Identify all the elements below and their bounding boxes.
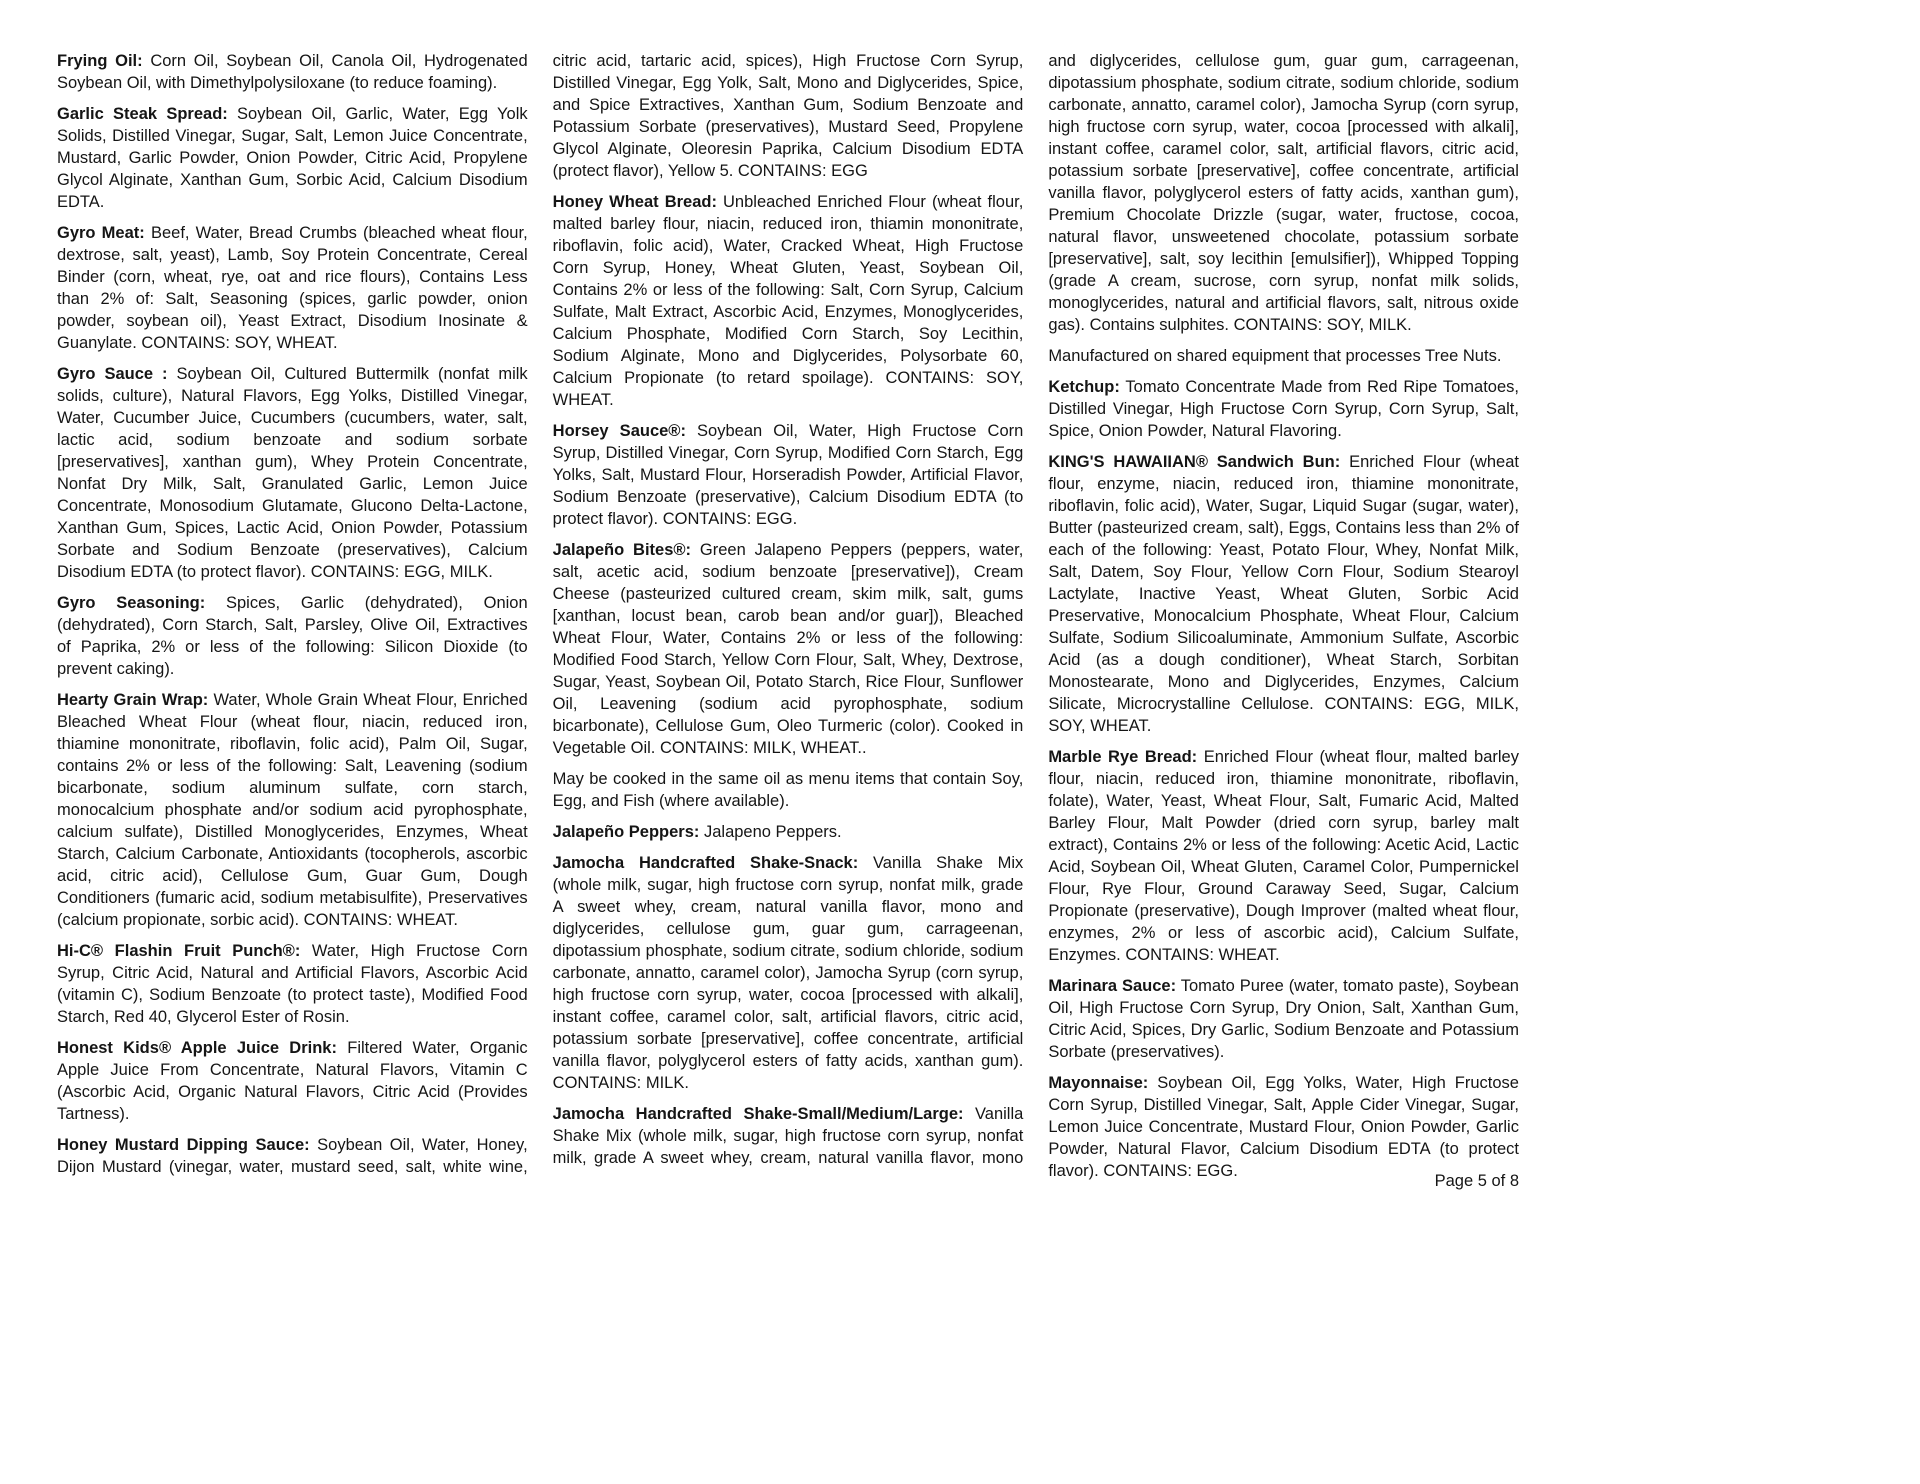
ingredient-name: Jalapeño Peppers: — [552, 823, 700, 841]
ingredient-text: Soybean Oil, Cultured Buttermilk (nonfat milk solids, culture), Natural Flavors, Egg Yolks, Distilled Vinegar, Water, Cucumber Juice, Cucumbers (cucumbers, water, salt, lactic acid, sodium benzoate and sodium sorbate [preservatives], xanthan gum), Whey Protein Concentrate, Nonfat Dry Milk, Salt, Granulated Garlic, Lemon Juice Concentrate, Monosodium Glutamate, Glucono Delta-Lactone, Xanthan Gum, Spices, Lactic Acid, Onion Powder, Potassium Sorbate and Sodium Benzoate (preservatives), Calcium Disodium EDTA (to protect flavor). CONTAINS: EGG, MILK. — [57, 365, 528, 581]
ingredient-name: Ketchup: — [1048, 378, 1120, 396]
ingredient-text: Enriched Flour (wheat flour, malted barley flour, niacin, reduced iron, thiamine mononitrate, riboflavin, folate), Water, Yeast, Wheat Flour, Salt, Fumaric Acid, Malted Barley Flour, Malt Powder (dried corn syrup, barley malt extract), Contains 2% or less of the following: Acetic Acid, Lactic Acid, Soybean Oil, Wheat Gluten, Caramel Color, Pumpernickel Flour, Rye Flour, Ground Caraway Seed, Sugar, Calcium Propionate (preservative), Dough Improver (malted wheat flour, enzymes, 2% or less of ascorbic acid), Calcium Sulfate, Enzymes. CONTAINS: WHEAT. — [1048, 748, 1519, 964]
ingredient-text: Vanilla Shake Mix (whole milk, sugar, high fructose corn syrup, nonfat milk, grade A sweet whey, cream, natural vanilla flavor, mono and diglycerides, cellulose gum, guar gum, carrageenan, dipotassium phosphate, sodium citrate, sodium chloride, sodium carbonate, annatto, caramel color), Jamocha Syrup (corn syrup, high fructose corn syrup, water, cocoa [processed with alkali], instant coffee, caramel color, salt, artificial flavors, citric acid, potassium sorbate [preservative], coffee concentrate, artificial vanilla flavor, polyglycerol esters of fatty acids, xanthan gum), Premium Chocolate Drizzle (sugar, water, fructose, cocoa, natural flavor, unsweetened chocolate, potassium sorbate [preservative], salt, soy lecithin [emulsifier]), Whipped Topping (grade A cream, sucrose, corn syrup, nonfat milk solids, monoglycerides, natural and artificial flavors, salt, nitrous oxide gas). Contains sulphites. CONTAINS: SOY, MILK. — [552, 52, 1519, 1167]
ingredient-text: Manufactured on shared equipment that processes Tree Nuts. — [1048, 347, 1502, 365]
ingredient-name: Frying Oil: — [57, 52, 143, 70]
ingredient-entry — [57, 222, 528, 354]
page-number: Page 5 of 8 — [1434, 1172, 1519, 1190]
ingredient-name: Horsey Sauce®: — [552, 422, 686, 440]
ingredient-entry — [553, 191, 1024, 411]
ingredient-entry — [57, 103, 528, 213]
ingredient-text: Green Jalapeno Peppers (peppers, water, salt, acetic acid, sodium benzoate [preservative]), Cream Cheese (pasteurized cultured cream, skim milk, salt, gums [xanthan, locust bean, carob bean and/or guar]), Bleached Wheat Flour, Water, Contains 2% or less of the following: Modified Food Starch, Yellow Corn Flour, Salt, Whey, Dextrose, Sugar, Yeast, Soybean Oil, Potato Starch, Rice Flour, Sunflower Oil, Leavening (sodium acid pyrophosphate, sodium bicarbonate), Cellulose Gum, Oleo Turmeric (color). Cooked in Vegetable Oil. CONTAINS: MILK, WHEAT.. — [552, 541, 1024, 757]
ingredient-entry — [553, 821, 1024, 843]
ingredient-name: Hi-C® Flashin Fruit Punch®: — [57, 942, 301, 960]
ingredient-name: Jalapeño Bites®: — [552, 541, 692, 559]
ingredient-text: Water, High Fructose Corn Syrup, Citric Acid, Natural and Artificial Flavors, Ascorbic Acid (vitamin C), Sodium Benzoate (to protect taste), Modified Food Starch, Red 40, Glycerol Ester of Rosin. — [57, 942, 528, 1026]
ingredient-entry — [553, 539, 1024, 759]
ingredient-name: Gyro Meat: — [57, 224, 145, 242]
ingredient-name: Honest Kids® Apple Juice Drink: — [57, 1039, 337, 1057]
ingredient-name: Gyro Seasoning: — [57, 594, 206, 612]
ingredient-name: Honey Mustard Dipping Sauce: — [57, 1136, 310, 1154]
ingredient-text: Soybean Oil, Garlic, Water, Egg Yolk Solids, Distilled Vinegar, Sugar, Salt, Lemon Juice Concentrate, Mustard, Garlic Powder, Onion Powder, Citric Acid, Propylene Glycol Alginate, Xanthan Gum, Sorbic Acid, Calcium Disodium EDTA. — [57, 105, 528, 211]
ingredient-entry — [57, 592, 528, 680]
ingredient-text: Jalapeno Peppers. — [703, 823, 842, 841]
ingredient-text: Unbleached Enriched Flour (wheat flour, malted barley flour, niacin, reduced iron, thiamin mononitrate, riboflavin, folic acid), Water, Cracked Wheat, High Fructose Corn Syrup, Honey, Wheat Gluten, Yeast, Soybean Oil, Contains 2% or less of the following: Salt, Corn Syrup, Calcium Sulfate, Malt Extract, Ascorbic Acid, Enzymes, Monoglycerides, Calcium Phosphate, Modified Corn Starch, Soy Lecithin, Sodium Alginate, Mono and Diglycerides, Polysorbate 60, Calcium Propionate (to retard spoilage). CONTAINS: SOY, WHEAT. — [552, 193, 1024, 409]
ingredient-name: Honey Wheat Bread: — [552, 193, 717, 211]
ingredient-text: Water, Whole Grain Wheat Flour, Enriched Bleached Wheat Flour (wheat flour, niacin, reduced iron, thiamine mononitrate, riboflavin, folic acid), Palm Oil, Sugar, contains 2% or less of the following: Salt, Leavening (sodium bicarbonate, sodium aluminum sulfate, corn starch, monocalcium phosphate and/or sodium acid pyrophosphate, calcium sulfate), Distilled Monoglycerides, Enzymes, Wheat Starch, Calcium Carbonate, Antioxidants (tocopherols, ascorbic acid, citric acid), Cellulose Gum, Guar Gum, Dough Conditioners (fumaric acid, sodium metabisulfite), Preservatives (calcium propionate, sorbic acid). CONTAINS: WHEAT. — [57, 691, 528, 929]
ingredient-entry — [553, 852, 1024, 1094]
ingredient-name: Garlic Steak Spread: — [57, 105, 228, 123]
ingredient-name: KING'S HAWAIIAN® Sandwich Bun: — [1048, 453, 1341, 471]
ingredients-list — [57, 50, 1519, 1182]
ingredient-entry — [57, 940, 528, 1028]
ingredient-entry — [57, 363, 528, 583]
ingredient-entry — [1048, 451, 1519, 737]
ingredient-entry — [553, 420, 1024, 530]
ingredient-text: Spices, Garlic (dehydrated), Onion (dehydrated), Corn Starch, Salt, Parsley, Olive Oil, Extractives of Paprika, 2% or less of the following: Silicon Dioxide (to prevent caking). — [57, 594, 528, 678]
ingredient-text: Soybean Oil, Water, High Fructose Corn Syrup, Distilled Vinegar, Corn Syrup, Modified Corn Starch, Egg Yolks, Salt, Mustard Flour, Horseradish Powder, Artificial Flavor, Sodium Benzoate (preservative), Calcium Disodium EDTA (to protect flavor). CONTAINS: EGG. — [552, 422, 1024, 528]
ingredient-entry — [57, 689, 528, 931]
ingredient-entry — [1048, 975, 1519, 1063]
ingredient-entry — [57, 1037, 528, 1125]
ingredient-entry — [1048, 376, 1519, 442]
ingredient-name: Marinara Sauce: — [1048, 977, 1177, 995]
ingredient-text: Corn Oil, Soybean Oil, Canola Oil, Hydrogenated Soybean Oil, with Dimethylpolysiloxane (to reduce foaming). — [57, 52, 528, 92]
ingredient-name: Mayonnaise: — [1048, 1074, 1149, 1092]
ingredient-name: Jamocha Handcrafted Shake-Snack: — [552, 854, 859, 872]
ingredient-name: Gyro Sauce : — [57, 365, 168, 383]
ingredient-entry — [1048, 746, 1519, 966]
ingredient-name: Hearty Grain Wrap: — [57, 691, 209, 709]
ingredient-text: Soybean Oil, Egg Yolks, Water, High Fructose Corn Syrup, Distilled Vinegar, Salt, Apple Cider Vinegar, Sugar, Lemon Juice Concentrate, Mustard Flour, Onion Powder, Garlic Powder, Natural Flavor, Calcium Disodium EDTA (to protect flavor). CONTAINS: EGG. — [1048, 1074, 1519, 1180]
ingredient-entry — [57, 50, 528, 94]
ingredient-name: Jamocha Handcrafted Shake-Small/Medium/Large: — [552, 1105, 964, 1123]
allergen-note — [1048, 345, 1519, 367]
ingredient-entry — [1048, 1072, 1519, 1182]
ingredient-text: Beef, Water, Bread Crumbs (bleached wheat flour, dextrose, salt, yeast), Lamb, Soy Protein Concentrate, Cereal Binder (corn, wheat, rye, oat and rice flours), Contains Less than 2% of: Salt, Seasoning (spices, garlic powder, onion powder, soybean oil), Yeast Extract, Disodium Inosinate & Guanylate. CONTAINS: SOY, WHEAT. — [57, 224, 528, 352]
ingredient-text: May be cooked in the same oil as menu items that contain Soy, Egg, and Fish (where available). — [552, 770, 1024, 810]
ingredient-text: Tomato Concentrate Made from Red Ripe Tomatoes, Distilled Vinegar, High Fructose Corn Syrup, Corn Syrup, Salt, Spice, Onion Powder, Natural Flavoring. — [1048, 378, 1519, 440]
ingredient-text: Enriched Flour (wheat flour, enzyme, niacin, reduced iron, thiamine mononitrate, riboflavin, folic acid), Water, Sugar, Liquid Sugar (sugar, water), Butter (pasteurized cream, salt), Eggs, Contains less than 2% of each of the following: Yeast, Potato Flour, Whey, Nonfat Milk, Salt, Datem, Soy Flour, Yellow Corn Flour, Sodium Stearoyl Lactylate, Inactive Yeast, Wheat Gluten, Sorbic Acid Preservative, Monocalcium Phosphate, Wheat Flour, Calcium Sulfate, Sodium Silicoaluminate, Ammonium Sulfate, Ascorbic Acid (as a dough conditioner), Wheat Starch, Sorbitan Monostearate, Mono and Diglycerides, Enzymes, Calcium Silicate, Microcrystalline Cellulose. CONTAINS: EGG, MILK, SOY, WHEAT. — [1048, 453, 1519, 735]
ingredient-name: Marble Rye Bread: — [1048, 748, 1198, 766]
ingredient-text: Filtered Water, Organic Apple Juice From Concentrate, Natural Flavors, Vitamin C (Ascorbic Acid, Organic Natural Flavors, Citric Acid (Provides Tartness). — [57, 1039, 528, 1123]
ingredient-text: Vanilla Shake Mix (whole milk, sugar, high fructose corn syrup, nonfat milk, grade A sweet whey, cream, natural vanilla flavor, mono and diglycerides, cellulose gum, guar gum, carrageenan, dipotassium phosphate, sodium citrate, sodium chloride, sodium carbonate, annatto, caramel color), Jamocha Syrup (corn syrup, high fructose corn syrup, water, cocoa [processed with alkali], instant coffee, caramel color, salt, artificial flavors, citric acid, potassium sorbate [preservative], coffee concentrate, artificial vanilla flavor, polyglycerol esters of fatty acids, xanthan gum). CONTAINS: MILK. — [552, 854, 1024, 1092]
allergen-note — [553, 768, 1024, 812]
ingredient-text: Soybean Oil, Water, Honey, Dijon Mustard (vinegar, water, mustard seed, salt, white wine, citric acid, tartaric acid, spices), High Fructose Corn Syrup, Distilled Vinegar, Egg Yolk, Salt, Mono and Diglycerides, Spice, and Spice Extractives, Xanthan Gum, Sodium Benzoate and Potassium Sorbate (preservatives), Mustard Seed, Propylene Glycol Alginate, Oleoresin Paprika, Calcium Disodium EDTA (protect flavor), Yellow 5. CONTAINS: EGG — [57, 52, 1024, 1176]
ingredient-text: Tomato Puree (water, tomato paste), Soybean Oil, High Fructose Corn Syrup, Dry Onion, Salt, Xanthan Gum, Citric Acid, Spices, Dry Garlic, Sodium Benzoate and Potassium Sorbate (preservatives). — [1048, 977, 1519, 1061]
